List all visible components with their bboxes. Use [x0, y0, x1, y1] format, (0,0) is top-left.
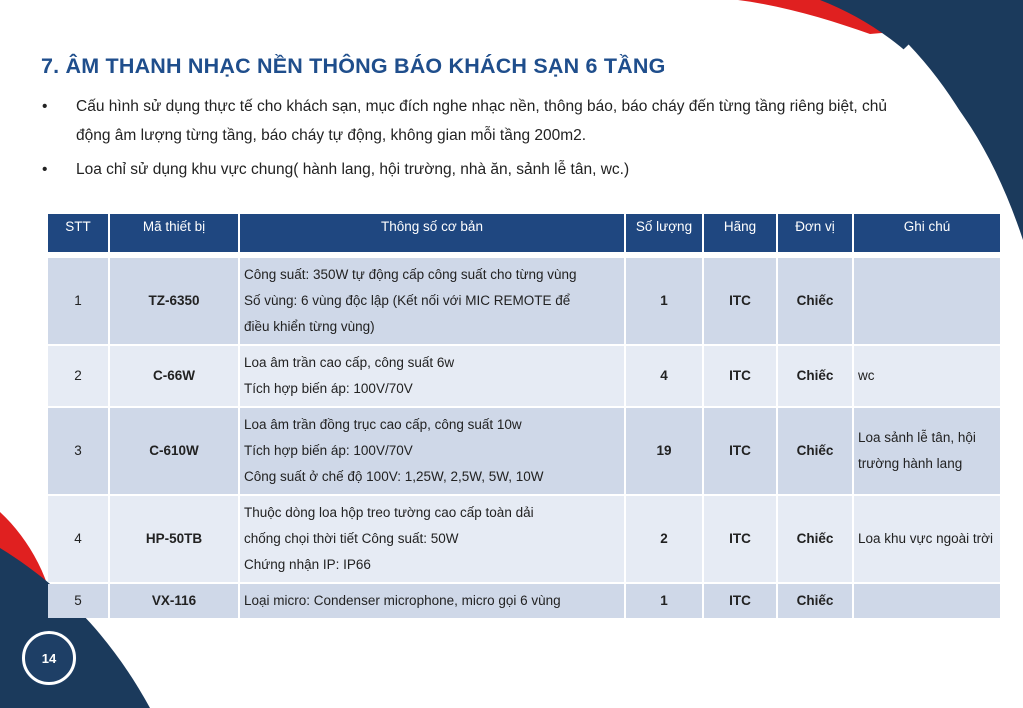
bullet-text: Cấu hình sử dụng thực tế cho khách sạn, mục đích nghe nhạc nền, thông báo, báo cháy đến từng tầng riêng biệt, chủ động âm lượng từng tầng, báo cháy tự động, không gian mỗi tầng 200m2. [76, 98, 887, 144]
table-row [48, 258, 1000, 344]
cell-unit: Chiếc [778, 346, 852, 406]
cell-brand: ITC [704, 584, 776, 618]
spec-line: Công suất: 350W tự động cấp công suất cho từng vùng [244, 267, 577, 282]
cell-unit: Chiếc [778, 408, 852, 494]
cell-note: Loa khu vực ngoài trời [854, 496, 1000, 582]
spec-line: Số vùng: 6 vùng độc lập (Kết nối với MIC REMOTE để [244, 293, 571, 308]
cell-stt: 4 [48, 496, 108, 582]
cell-stt: 3 [48, 408, 108, 494]
cell-qty: 19 [626, 408, 702, 494]
spec-line: Công suất ở chế độ 100V: 1,25W, 2,5W, 5W, 10W [244, 469, 544, 484]
header-code: Mã thiết bị [110, 214, 238, 256]
table-row [48, 408, 1000, 494]
page-number-badge: 14 [22, 631, 76, 685]
cell-brand: ITC [704, 346, 776, 406]
cell-stt: 1 [48, 258, 108, 344]
spec-line: Tích hợp biến áp: 100V/70V [244, 443, 413, 458]
table-row [48, 584, 1000, 618]
header-spec: Thông số cơ bản [240, 214, 624, 256]
cell-note: Loa sảnh lễ tân, hội trường hành lang [854, 408, 1000, 494]
cell-spec [240, 346, 624, 406]
table-header-row [48, 214, 1000, 256]
spec-line: Chứng nhận IP: IP66 [244, 557, 371, 572]
header-unit: Đơn vị [778, 214, 852, 256]
cell-note [854, 584, 1000, 618]
cell-code: HP-50TB [110, 496, 238, 582]
cell-spec [240, 584, 624, 618]
spec-line: Loại micro: Condenser microphone, micro gọi 6 vùng [244, 593, 561, 608]
bullet-marker: • [42, 161, 48, 178]
cell-stt: 5 [48, 584, 108, 618]
bullet-item [42, 155, 912, 184]
cell-note [854, 258, 1000, 344]
cell-unit: Chiếc [778, 258, 852, 344]
cell-qty: 2 [626, 496, 702, 582]
cell-unit: Chiếc [778, 496, 852, 582]
equipment-table [46, 212, 1002, 620]
header-qty: Số lượng [626, 214, 702, 256]
cell-code: C-66W [110, 346, 238, 406]
cell-note: wc [854, 346, 1000, 406]
bullet-item [42, 92, 912, 150]
bullet-text: Loa chỉ sử dụng khu vực chung( hành lang, hội trường, nhà ăn, sảnh lễ tân, wc.) [76, 161, 630, 178]
cell-brand: ITC [704, 408, 776, 494]
cell-code: TZ-6350 [110, 258, 238, 344]
cell-qty: 1 [626, 584, 702, 618]
cell-brand: ITC [704, 496, 776, 582]
cell-qty: 1 [626, 258, 702, 344]
cell-code: C-610W [110, 408, 238, 494]
spec-line: Loa âm trần đồng trục cao cấp, công suất 10w [244, 417, 522, 432]
spec-line: Loa âm trần cao cấp, công suất 6w [244, 355, 455, 370]
header-stt: STT [48, 214, 108, 256]
cell-brand: ITC [704, 258, 776, 344]
cell-spec [240, 496, 624, 582]
cell-stt: 2 [48, 346, 108, 406]
cell-unit: Chiếc [778, 584, 852, 618]
spec-line: chống chọi thời tiết Công suất: 50W [244, 531, 459, 546]
cell-spec [240, 408, 624, 494]
table-row [48, 496, 1000, 582]
cell-qty: 4 [626, 346, 702, 406]
spec-line: Tích hợp biến áp: 100V/70V [244, 381, 413, 396]
spec-line: điều khiển từng vùng) [244, 319, 375, 334]
header-note: Ghi chú [854, 214, 1000, 256]
header-brand: Hãng [704, 214, 776, 256]
cell-spec [240, 258, 624, 344]
bullet-marker: • [42, 98, 48, 115]
spec-line: Thuộc dòng loa hộp treo tường cao cấp toàn dải [244, 505, 534, 520]
cell-code: VX-116 [110, 584, 238, 618]
table-row [48, 346, 1000, 406]
page-title: 7. ÂM THANH NHẠC NỀN THÔNG BÁO KHÁCH SẠN 6 TẦNG [41, 54, 666, 78]
bullet-list [42, 92, 912, 189]
